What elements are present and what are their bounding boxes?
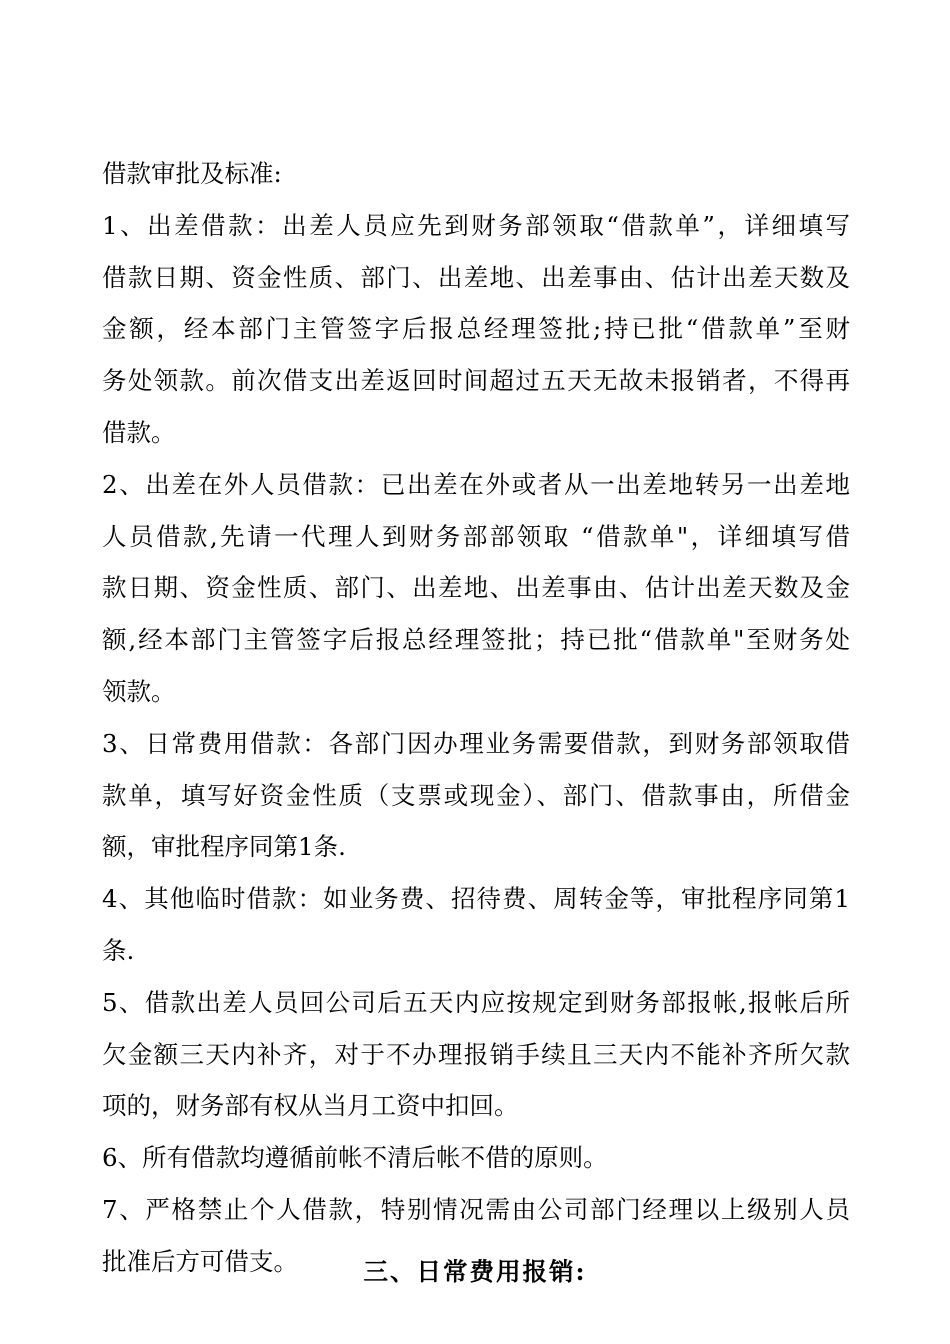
paragraph-5: [102, 977, 850, 1132]
paragraph-1: [102, 200, 850, 459]
paragraph-3: [102, 718, 850, 873]
paragraph-line: 2、出差在外人员借款：已出差在外或者从一出差地转另一出差地: [102, 469, 850, 499]
paragraph-line: 欠金额三天内补齐，对于不办理报销手续且三天内不能补齐所欠款: [102, 1039, 850, 1069]
paragraph-line: 额,经本部门主管签字后报总经理签批；持已批“借款单"至财务处: [102, 625, 850, 655]
paragraph-6: [102, 1132, 850, 1184]
section-title: 三、日常费用报销:: [363, 1257, 587, 1286]
paragraph-4: [102, 873, 850, 977]
document-body: [102, 148, 850, 1288]
paragraph-line: 金额，经本部门主管签字后报总经理签批;持已批“借款单”至财: [102, 314, 850, 344]
paragraph-line: 借款。: [102, 417, 176, 447]
paragraph-line: 1、出差借款：出差人员应先到财务部领取“借款单”，详细填写: [102, 210, 850, 240]
paragraph-line: 款日期、资金性质、部门、出差地、出差事由、估计出差天数及金: [102, 573, 850, 603]
paragraph-line: 5、借款出差人员回公司后五天内应按规定到财务部报帐,报帐后所: [102, 987, 850, 1017]
paragraph-line: 7、严格禁止个人借款，特别情况需由公司部门经理以上级别人员: [102, 1194, 850, 1224]
paragraph-line: 人员借款,先请一代理人到财务部部领取 “借款单"，详细填写借: [102, 521, 850, 551]
paragraph-line: 3、日常费用借款：各部门因办理业务需要借款，到财务部领取借: [102, 728, 850, 758]
paragraph-line: 4、其他临时借款：如业务费、招待费、周转金等，审批程序同第1: [102, 884, 850, 914]
paragraph-line: 项的，财务部有权从当月工资中扣回。: [102, 1091, 519, 1121]
paragraph-line: 条.: [102, 935, 135, 965]
paragraph-line: 批准后方可借支。: [102, 1246, 298, 1276]
doc-heading: 借款审批及标准:: [102, 159, 282, 188]
paragraph-line: 领款。: [102, 676, 176, 706]
paragraph-line: 款单，填写好资金性质（支票或现金）、部门、借款事由，所借金: [102, 780, 850, 810]
paragraph-line: 额，审批程序同第1条.: [102, 832, 346, 862]
paragraph-line: 6、所有借款均遵循前帐不清后帐不借的原则。: [102, 1143, 608, 1173]
paragraph-2: [102, 459, 850, 718]
paragraph-line: 务处领款。前次借支出差返回时间超过五天无故未报销者，不得再: [102, 366, 850, 396]
paragraph-line: 借款日期、资金性质、部门、出差地、出差事由、估计出差天数及: [102, 262, 850, 292]
